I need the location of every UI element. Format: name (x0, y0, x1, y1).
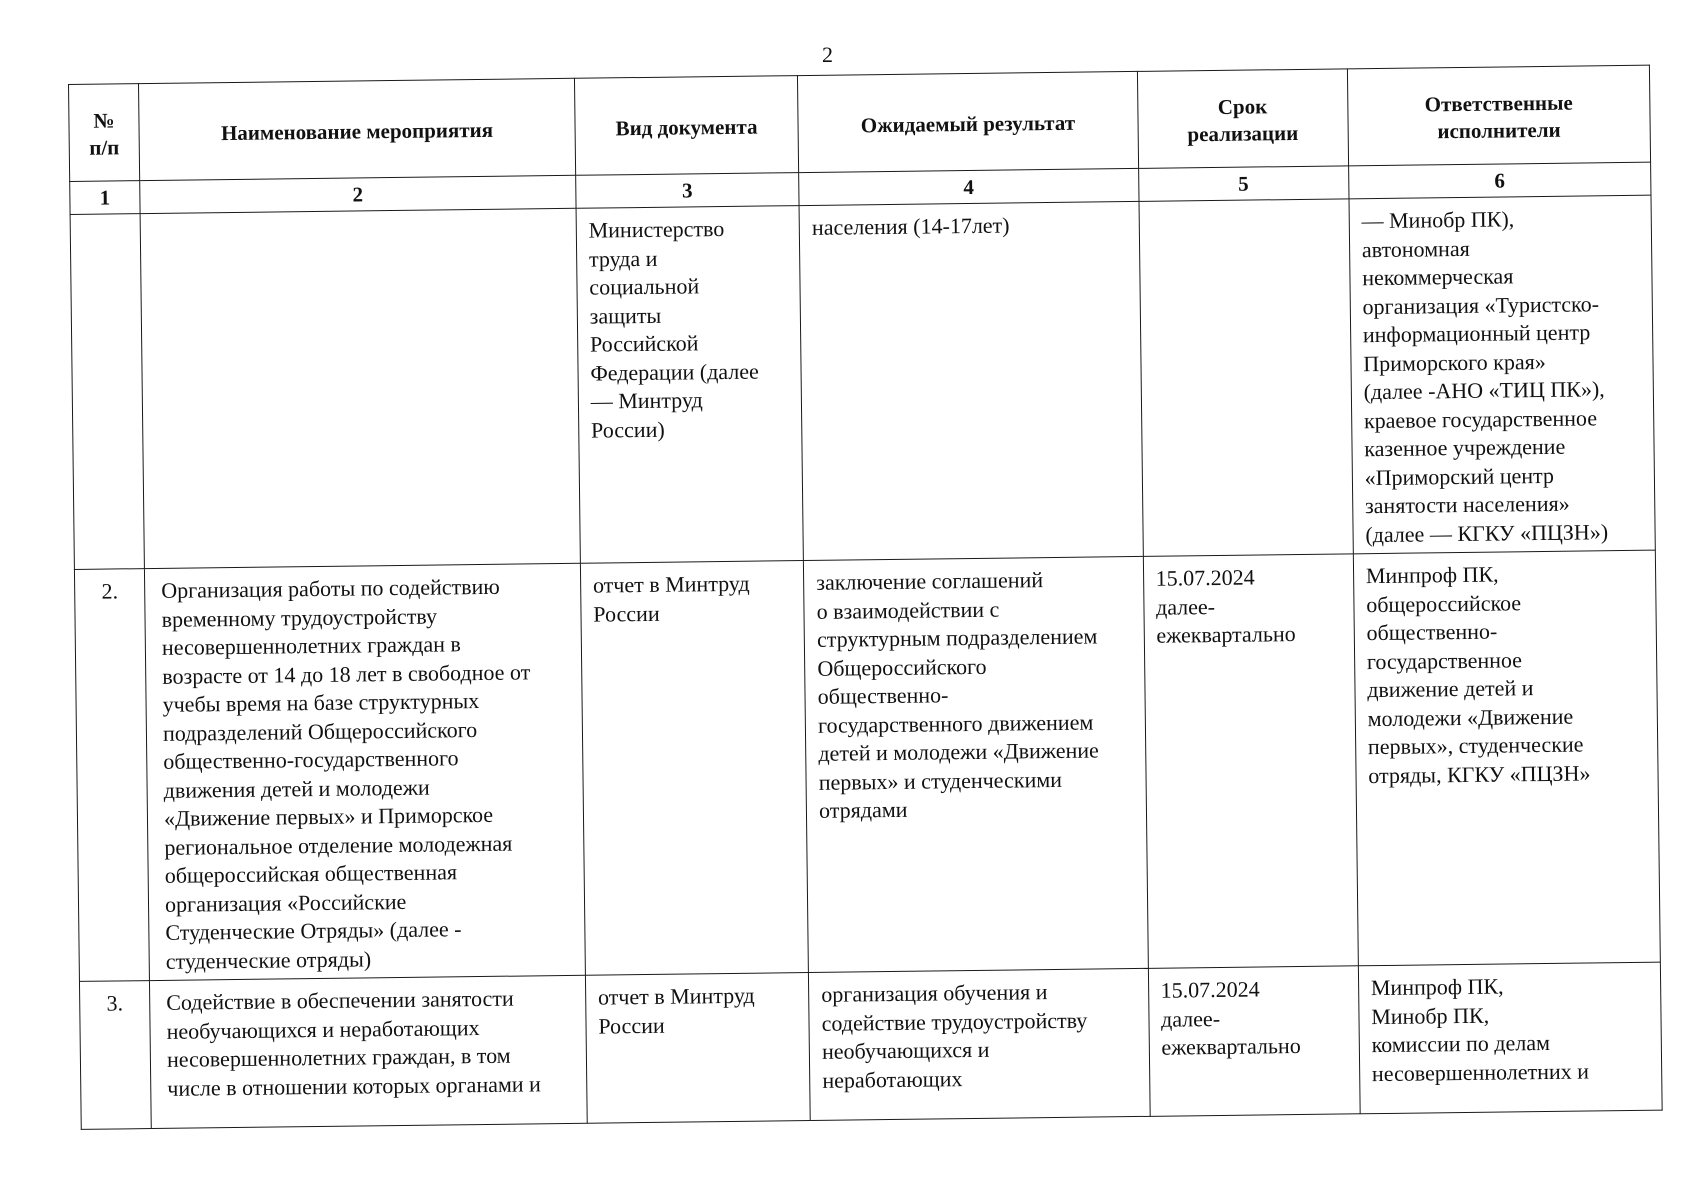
table-row (79, 962, 1662, 1129)
event-name-cell: Организация работы по содействию временному трудоустройству несовершеннолетних граждан в возрасте от 14 до 18 лет в свободное от учебы время на базе структурных подразделений Общероссийского общественно-государственного движения детей и молодежи «Движение первых» и Приморское региональное отделение молодежная общероссийская общественная организация «Российские Студенческие Отряды» (далее - студенческие отряды) (144, 563, 585, 980)
table-row (70, 195, 1655, 569)
column-number: 3 (575, 173, 799, 209)
event-name-cell (140, 208, 580, 568)
executors-cell: Минпроф ПК, Минобр ПК, комиссии по делам несовершеннолетних и (1358, 962, 1662, 1114)
column-number: 4 (799, 168, 1139, 205)
column-number: 6 (1348, 162, 1651, 199)
deadline-cell: 15.07.2024 далее- ежеквартально (1148, 966, 1360, 1117)
table-row (74, 550, 1660, 981)
executors-cell: Минпроф ПК, общероссийское общественно- государственное движение детей и молодежи «Движение первых», студенческие отряды, КГКУ «ПЦЗН» (1353, 550, 1660, 966)
deadline-cell: 15.07.2024 далее- ежеквартально (1143, 554, 1358, 969)
header-event-name: Наименование мероприятия (139, 78, 576, 180)
header-executors: Ответственные исполнители (1347, 65, 1650, 166)
document-table-wrapper (68, 65, 1663, 1130)
expected-result-cell: населения (14-17лет) (799, 201, 1143, 560)
executors-cell: — Минобр ПК), автономная некоммерческая организация «Туристско- информационный центр Приморского края» (далее -АНО «ТИЦ ПК»), краевое государственное казенное учреждение «Приморский центр занятости населения» (далее — КГКУ «ПЦЗН») (1349, 195, 1656, 554)
page-number: 2 (822, 42, 833, 67)
column-number: 1 (70, 181, 140, 215)
header-expected-result: Ожидаемый результат (798, 71, 1139, 172)
row-number-cell (70, 214, 144, 570)
expected-result-cell: организация обучения и содействие трудоустройству необучающихся и неработающих (809, 968, 1150, 1120)
deadline-cell (1139, 199, 1354, 557)
expected-result-cell: заключение соглашений о взаимодействии с структурным подразделением Общероссийского общественно- государственного движением детей и молодежи «Движение первых» и студенческими отрядами (804, 556, 1148, 972)
document-type-cell: отчет в Минтруд России (585, 973, 810, 1124)
event-name-cell: Содействие в обеспечении занятости необучающихся и неработающих несовершеннолетних граждан, в том числе в отношении которых органами и (150, 975, 588, 1128)
header-row (69, 65, 1651, 181)
row-number-cell: 2. (74, 569, 149, 982)
document-type-cell: отчет в Минтруд России (580, 561, 808, 976)
column-number: 5 (1138, 166, 1349, 202)
events-table (68, 65, 1663, 1130)
header-number: № п/п (69, 84, 140, 182)
header-deadline: Срок реализации (1137, 69, 1348, 169)
column-number: 2 (140, 175, 576, 213)
row-number-cell: 3. (79, 981, 151, 1130)
header-document-type: Вид документа (574, 76, 799, 176)
document-type-cell: Министерство труда и социальной защиты Российской Федерации (далее — Минтруд России) (576, 206, 804, 564)
